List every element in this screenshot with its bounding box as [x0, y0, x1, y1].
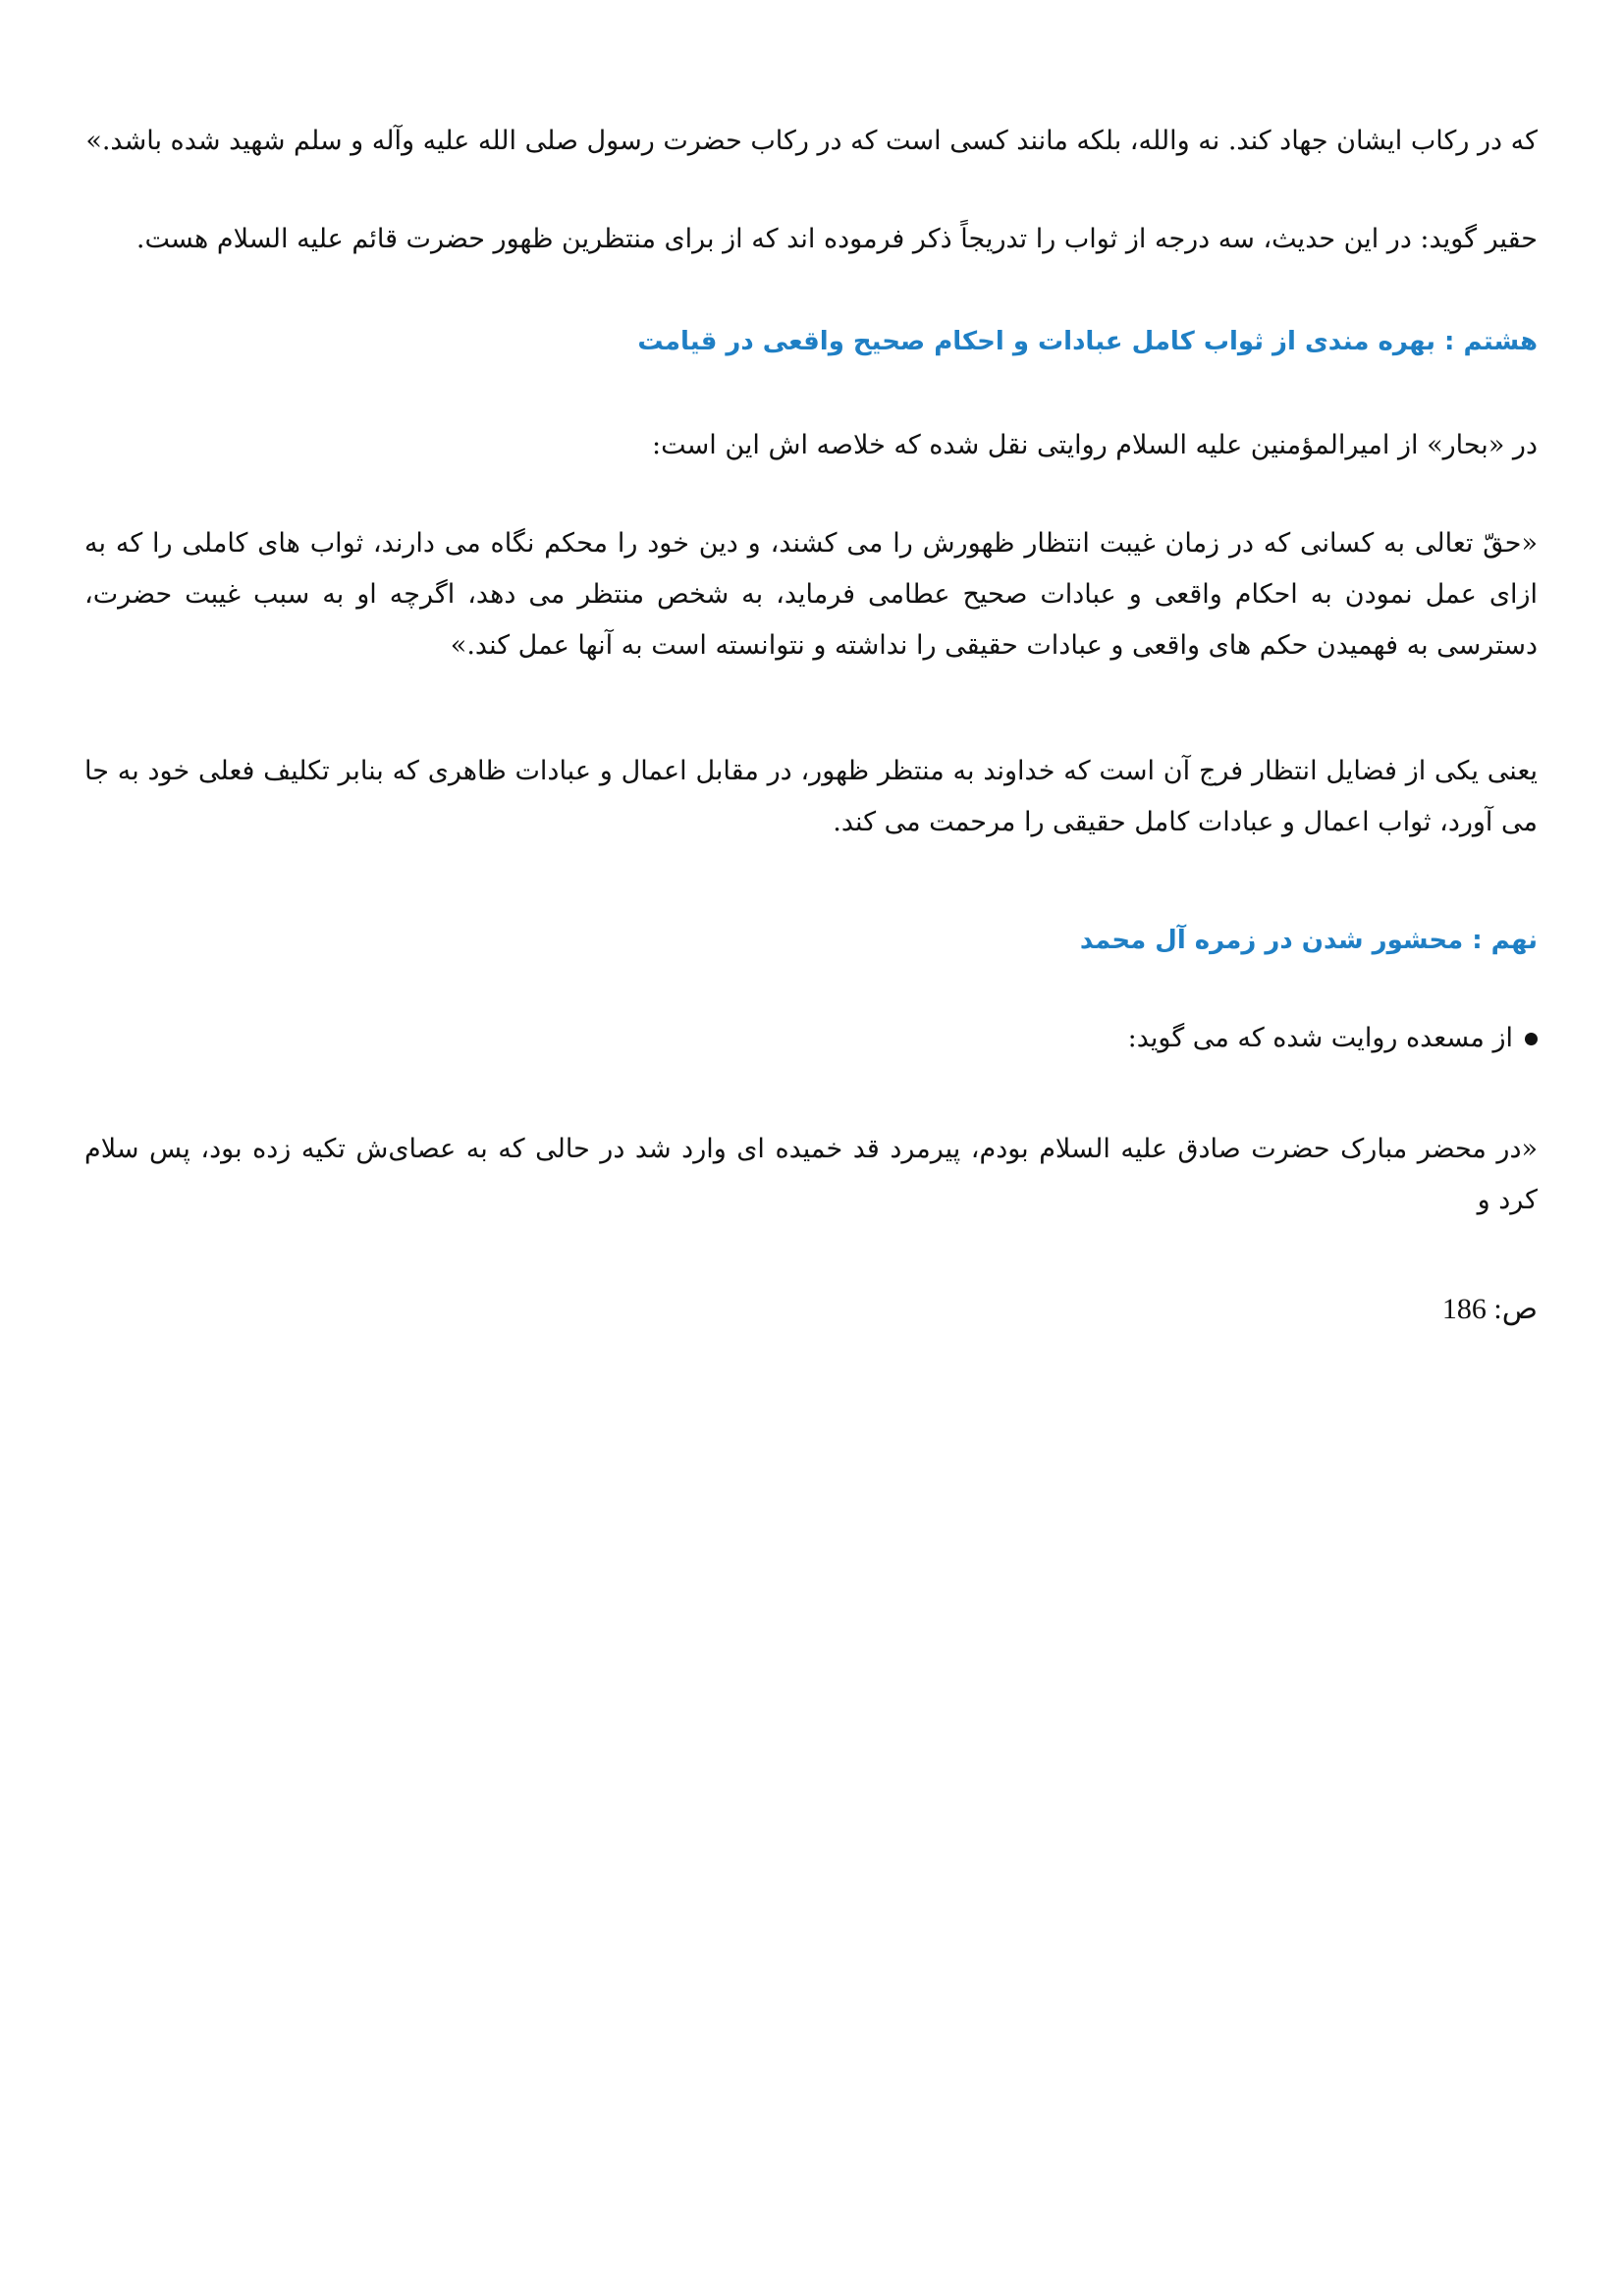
bullet-dot-icon: [1525, 1033, 1538, 1045]
bullet-item: [84, 1013, 1538, 1064]
page-number: ص: 186: [1441, 1293, 1538, 1325]
paragraph-author-note: حقیر گوید: در این حدیث، سه درجه از ثواب را تدریجاً ذکر فرموده اند که از برای منتظرین ظهور حضرت قائم علیه السلام هست.: [135, 224, 1538, 254]
section-heading-eighth: هشتم : بهره مندی از ثواب کامل عبادات و احکام صحیح واقعی در قیامت: [637, 327, 1538, 356]
paragraph-bihar-intro: در «بحار» از امیرالمؤمنین علیه السلام روایتی نقل شده که خلاصه اش این است:: [652, 430, 1538, 460]
paragraph-hadith-quote: «حقّ تعالی به کسانی که در زمان غیبت انتظار ظهورش را می کشند، و دین خود را محکم نگاه می دارند، ثواب های کاملی را که به ازای عمل نمودن به احکام واقعی و عبادات صحیح عطامی فرماید، به شخص منتظر می دهد، اگرچه او به سبب غیبت حضرت، دسترسی به فهمیدن حکم های واقعی و عبادات حقیقی را نداشته و نتوانسته است به آنها عمل کند.»: [84, 528, 1538, 661]
paragraph-explanation: یعنی یکی از فضایل انتظار فرج آن است که خداوند به منتظر ظهور، در مقابل اعمال و عبادات ظاهری که بنابر تکلیف فعلی خود به جا می آورد، ثواب اعمال و عبادات کامل حقیقی را مرحمت می کند.: [84, 756, 1538, 837]
document-page: [84, 0, 1538, 2296]
bullet-item-text: از مسعده روایت شده که می گوید:: [1127, 1023, 1513, 1053]
paragraph-masada-narration: «در محضر مبارک حضرت صادق علیه السلام بودم، پیرمرد قد خمیده ای وارد شد در حالی که به عصای‌ش تکیه زده بود، پس سلام کرد و: [84, 1134, 1538, 1215]
paragraph-quote-ending: که در رکاب ایشان جهاد کند. نه والله، بلکه مانند کسی است که در رکاب حضرت رسول صلی الله علیه وآله و سلم شهید شده باشد.»: [85, 126, 1538, 156]
section-heading-ninth: نهم : محشور شدن در زمره آل محمد: [1079, 926, 1538, 955]
